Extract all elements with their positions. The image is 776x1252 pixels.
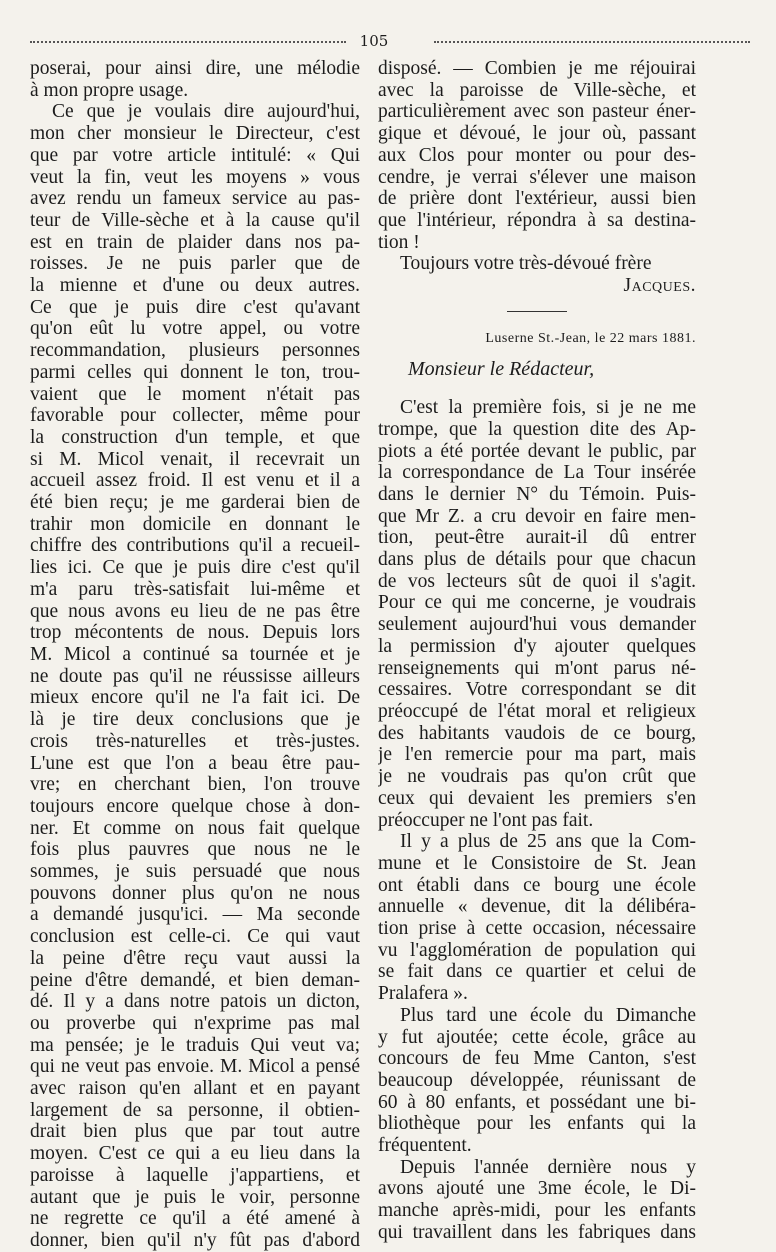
text-line: trahir mon domicile en donnant le [30,513,360,535]
text-line: vre; en cherchant bien, l'on trouve [30,774,360,796]
text-line: parmi celles qui donnent le ton, trou- [30,361,360,383]
text-line: paroisse à laquelle j'appartiens, et [30,1164,360,1186]
text-line: des habitants vaudois de ce bourg, [378,722,696,744]
text-line: M. Micol a continué sa tournée et je [30,643,360,665]
text-line: trop mécontents de nous. Depuis lors [30,622,360,644]
text-line: que par votre article intitulé: « Qui [30,144,360,166]
signature: Jacques. [623,275,696,297]
text-line: teur de Ville-sèche et à la cause qu'il [30,209,360,231]
text-line: dans plus de détails pour que chacun [378,549,696,571]
text-line: qui ne veut pas envoie. M. Micol a pensé [30,1056,360,1078]
text-line: que nous avons eu lieu de ne pas être [30,600,360,622]
text-line: drait bien plus que par tout autre [30,1121,360,1143]
salutation: Monsieur le Rédacteur, [408,358,595,381]
text-line: sommes, je suis persuadé que nous [30,861,360,883]
header-rule-left [30,41,346,43]
text-line: Ce que je voulais dire aujourd'hui, [52,101,360,123]
text-line: autant que je puis le voir, personne [30,1186,360,1208]
text-line: avec raison qu'en allant et en payant [30,1078,360,1100]
text-line: avons ajouté une 3me école, le Di- [378,1178,696,1200]
text-line: recommandation, plusieurs personnes [30,340,360,362]
text-line: manche après-midi, pour les enfants [378,1200,696,1222]
text-line: préoccupé de l'état moral et religieux [378,700,696,722]
text-line: piots a été portée devant le public, par [378,440,696,462]
text-line: vaient que le moment n'était pas [30,383,360,405]
text-line: je l'en remercie pour ma part, mais [378,744,696,766]
text-line: cendre, je verrai s'élever une maison [378,166,696,188]
text-line: renseignements qui m'ont parus né- [378,657,696,679]
page-number: 105 [359,32,389,50]
text-line: fois plus pauvres que nous ne le [30,839,360,861]
dateline: Luserne St.-Jean, le 22 mars 1881. [485,330,696,346]
text-line: dé. Il y a dans notre patois un dicton, [30,991,360,1013]
text-line: là je tire deux conclusions que je [30,709,360,731]
text-line: je ne voudrais pas qu'on crût que [378,766,696,788]
text-line: Pour ce qui me concerne, je voudrais [378,592,696,614]
text-line: Plus tard une école du Dimanche [400,1004,696,1026]
text-line: si M. Micol venait, il recevrait un [30,448,360,470]
text-line: dans le dernier N° du Témoin. Puis- [378,483,696,505]
text-line: m'a paru très-satisfait lui-même et [30,578,360,600]
text-line: aux Clos pour monter ou pour des- [378,144,696,166]
text-line: 60 à 80 enfants, et possédant une bi- [378,1091,696,1113]
text-line: veut la fin, veut les moyens » vous [30,166,360,188]
text-line: la mienne et d'une ou deux autres. [30,275,360,297]
text-line: lies ici. Ce que je puis dire c'est qu'il [30,557,360,579]
text-line: annuelle « devenue, dit la délibéra- [378,896,696,918]
text-line: favorable pour collecter, même pour [30,405,360,427]
text-line: tion ! [378,231,420,253]
text-line: vu l'agglomération de population qui [378,939,696,961]
text-line: roisses. Je ne puis parler que de [30,253,360,275]
right-column [378,58,696,1244]
text-line: chiffre des contributions qu'il a recueil- [30,535,360,557]
text-line: la peine d'être reçu vaut aussi la [30,947,360,969]
text-line: concours de feu Mme Canton, s'est [378,1048,696,1070]
text-line: peine d'être demandé, et bien deman- [30,969,360,991]
text-line: poserai, pour ainsi dire, une mélodie [30,58,360,79]
text-line: Toujours votre très-dévoué frère [400,253,652,275]
text-line: mieux encore qu'il ne l'a fait ici. De [30,687,360,709]
text-line: que l'intérieur, répondra à sa destina- [378,209,696,231]
text-line: crois très-naturelles et très-justes. [30,730,360,752]
text-line: pouvons donner plus qu'on ne nous [30,882,360,904]
section-divider [507,311,567,312]
text-line: beaucoup développée, réunissant de [378,1069,696,1091]
text-line: été bien reçu; je me garderai bien de [30,492,360,514]
text-line: donner, bien qu'il n'y fût pas d'abord [30,1229,360,1251]
text-line: ou proverbe qui n'exprime pas mal [30,1012,360,1034]
page-header [30,34,750,50]
text-line: ne doute pas qu'il ne réussisse ailleurs [30,665,360,687]
text-line: qu'on eût lu votre appel, ou votre [30,318,360,340]
text-line: seulement aujourd'hui vous demander [378,614,696,636]
text-line: Il y a plus de 25 ans que la Com- [400,831,696,853]
left-column [30,58,360,1252]
text-line: bliothèque pour les enfants qui la [378,1113,696,1135]
header-rule-right [434,41,750,43]
text-line: la construction d'un temple, et que [30,426,360,448]
text-line: de vos lecteurs sût de quoi il s'agit. [378,570,696,592]
text-line: Pralafera ». [378,983,468,1005]
text-line: de prière dont l'extérieur, aussi bien [378,188,696,210]
text-line: ner. Et comme on nous fait quelque [30,817,360,839]
text-line: préoccuper ne l'ont pas fait. [378,809,594,831]
text-line: toujours encore quelque chose à don- [30,795,360,817]
text-line: la permission d'y ajouter quelques [378,635,696,657]
text-line: est en train de plaider dans nos pa- [30,231,360,253]
text-line: mune et le Consistoire de St. Jean [378,852,696,874]
letter-body [378,397,696,1243]
text-line: largement de sa personne, il obtien- [30,1099,360,1121]
text-line: se fait dans ce quartier et celui de [378,961,696,983]
text-line: trompe, que la question dite des Ap- [378,418,696,440]
text-line: moyen. C'est ce qui a eu lieu dans la [30,1143,360,1165]
text-line: Ce que je puis dire c'est qu'avant [30,296,360,318]
text-line: y fut ajoutée; cette école, grâce au [378,1026,696,1048]
text-line: ont établi dans ce bourg une école [378,874,696,896]
text-line: ne regrette ce qu'il a été amené à [30,1208,360,1230]
text-line: cessaires. Votre correspondant se dit [378,679,696,701]
text-line: disposé. — Combien je me réjouirai [378,58,696,79]
text-line: avec la paroisse de Ville-sèche, et [378,79,696,101]
text-line: qui travaillent dans les fabriques dans [378,1221,696,1243]
text-line: fréquentent. [378,1135,472,1157]
text-line: mon cher monsieur le Directeur, c'est [30,123,360,145]
text-line: Depuis l'année dernière nous y [400,1156,696,1178]
text-line: a demandé jusqu'ici. — Ma seconde [30,904,360,926]
text-line: ma pensée; je le traduis Qui veut va; [30,1034,360,1056]
letter-ending [378,58,696,275]
text-line: gique et dévoué, le jour où, passant [378,123,696,145]
text-line: que Mr Z. a cru devoir en faire men- [378,505,696,527]
text-line: conclusion est celle-ci. Ce qui vaut [30,926,360,948]
text-line: tion prise à cette occasion, nécessaire [378,918,696,940]
text-line: particulièrement avec son pasteur éner- [378,101,696,123]
text-line: ceux qui devaient les premiers s'en [378,787,696,809]
text-line: avez rendu un fameux service au pas- [30,188,360,210]
text-line: C'est la première fois, si je ne me [400,397,696,419]
text-line: la correspondance de La Tour insérée [378,462,696,484]
text-line: tion, peut-être aurait-il dû entrer [378,527,696,549]
text-line: accueil assez froid. Il est venu et il a [30,470,360,492]
text-line: L'une est que l'on a beau être pau- [30,752,360,774]
text-line: à mon propre usage. [30,79,189,101]
